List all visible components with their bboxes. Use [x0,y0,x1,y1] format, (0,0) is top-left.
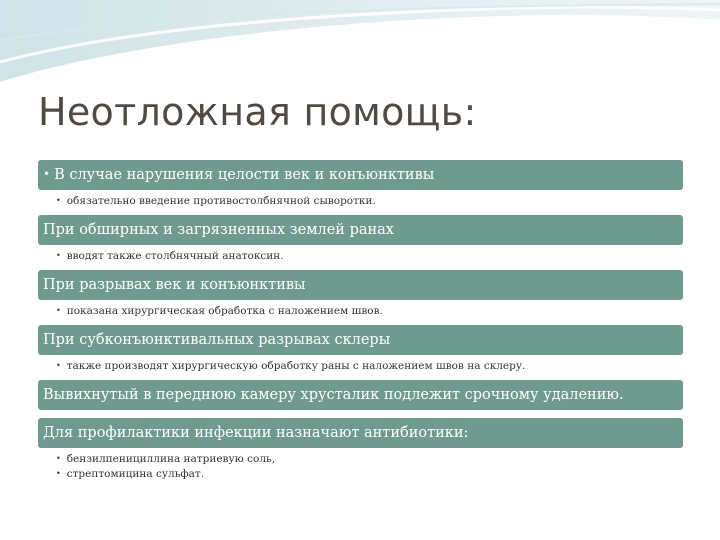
sub-bullet-item [56,452,683,467]
sub-bullet-text: обязательно введение противостолбнячной сыворотки. [66,195,376,207]
sub-bullet-item [56,249,683,264]
sub-bullet-text: бензилпенициллина натриевую соль, [66,453,276,465]
section-heading-text: Для профилактики инфекции назначают антибиотики: [43,425,469,441]
section-heading-text: При субконъюнктивальных разрывах склеры [43,332,391,348]
sub-bullet-list [38,300,683,325]
bullet-icon: • [56,251,61,260]
sub-bullet-text: показана хирургическая обработка с наложением швов. [66,305,383,317]
sub-bullet-text: вводят также столбнячный анатоксин. [66,250,284,262]
sub-bullet-item [56,359,683,374]
sub-bullet-text: стрептомицина сульфат. [66,468,205,480]
section-heading-text: При обширных и загрязненных землей ранах [43,222,394,238]
block-spacer [38,410,683,418]
bullet-icon: • [43,167,51,181]
section-heading-bar [38,270,683,300]
section-heading-text: Вывихнутый в переднюю камеру хрусталик подлежит срочному удалению. [43,387,624,403]
slide-content [38,160,683,488]
section-heading-text: В случае нарушения целости век и конъюнктивы [54,167,435,183]
section-heading-bar [38,380,683,410]
bullet-icon: • [56,454,61,463]
section-heading-bar [38,325,683,355]
sub-bullet-item [56,304,683,319]
section-heading-bar [38,418,683,448]
bullet-icon: • [56,361,61,370]
section-heading-text: При разрывах век и конъюнктивы [43,277,306,293]
bullet-icon: • [56,306,61,315]
header-wave-decoration [0,0,720,90]
sub-bullet-item [56,194,683,209]
section-heading-bar [38,215,683,245]
sub-bullet-list [38,448,683,488]
section-heading-bar [38,160,683,190]
bullet-icon: • [56,196,61,205]
slide-title: Неотложная помощь: [38,90,477,134]
sub-bullet-list [38,355,683,380]
sub-bullet-list [38,190,683,215]
sub-bullet-list [38,245,683,270]
sub-bullet-item [56,467,683,482]
sub-bullet-text: также производят хирургическую обработку раны с наложением швов на склеру. [66,360,526,372]
bullet-icon: • [56,469,61,478]
